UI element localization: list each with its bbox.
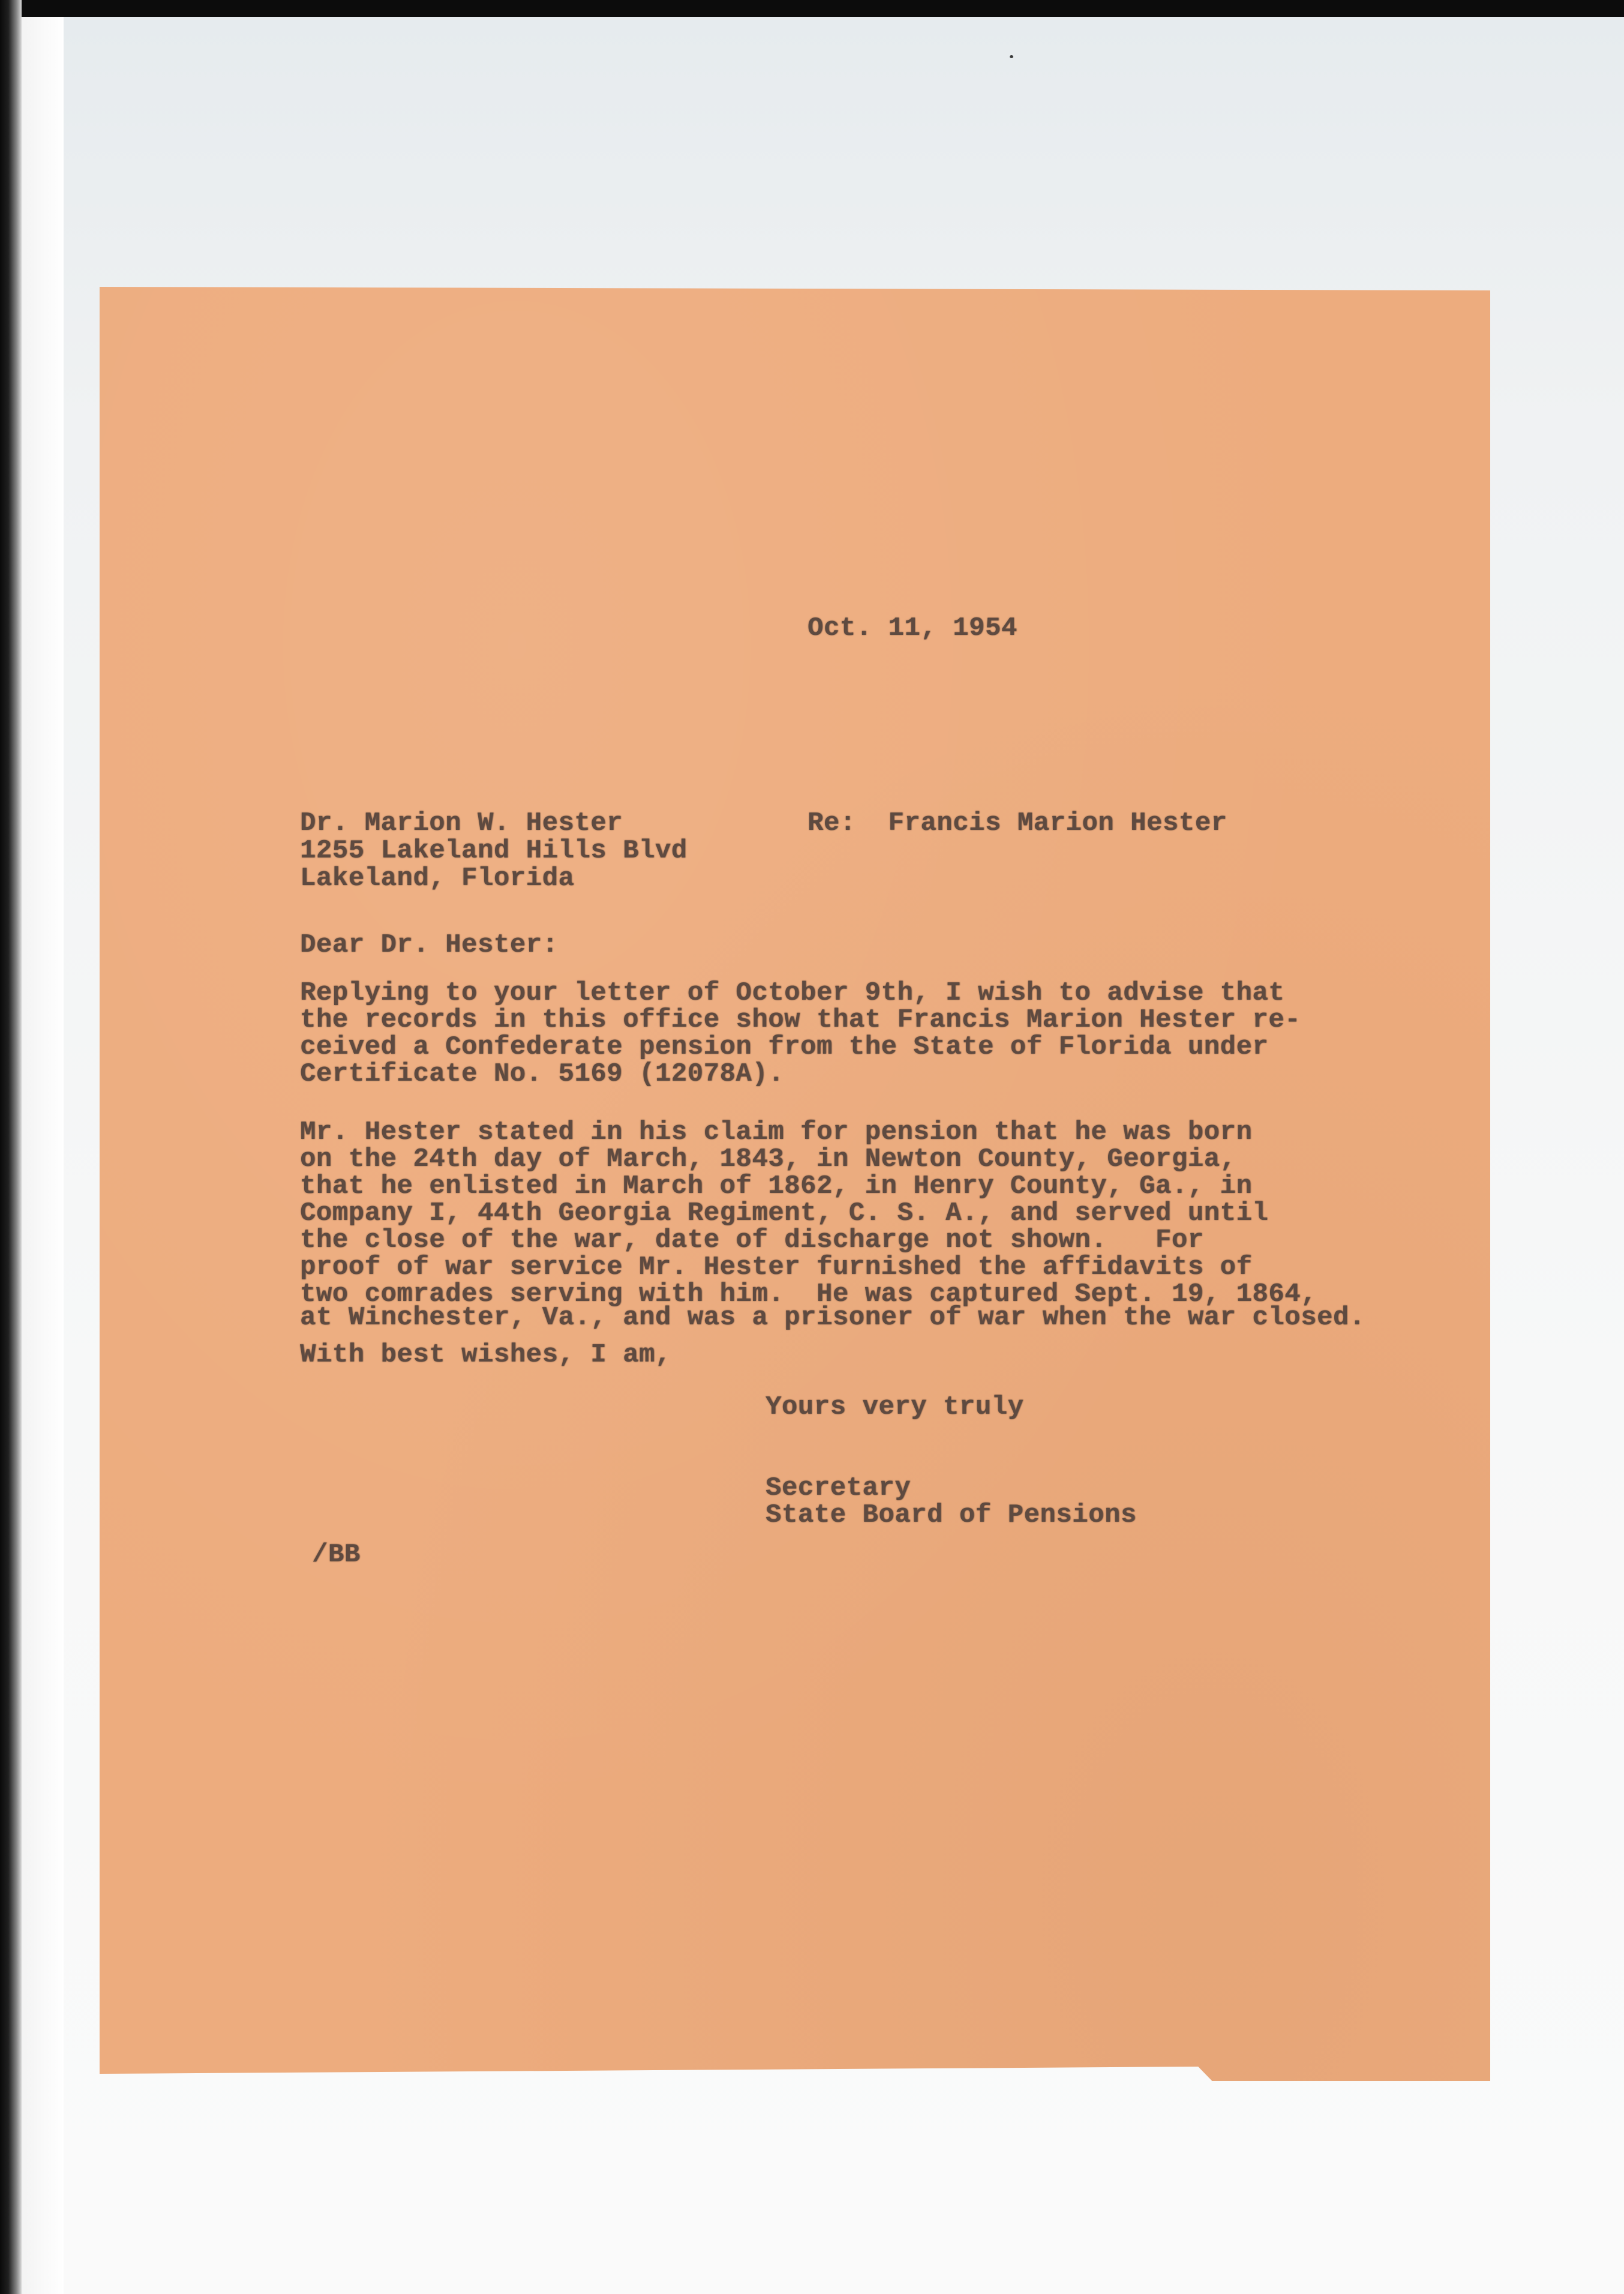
paragraph-line: two comrades serving with him. He was captured Sept. 19, 1864,	[300, 1279, 1317, 1309]
paragraph-line: Company I, 44th Georgia Regiment, C. S. A., and served until	[300, 1198, 1269, 1228]
paragraph-line: ceived a Confederate pension from the State of Florida under	[300, 1032, 1269, 1062]
recipient-name: Dr. Marion W. Hester	[300, 808, 623, 838]
typist-initials: /BB	[312, 1540, 361, 1570]
salutation: Dear Dr. Hester:	[300, 930, 559, 960]
paragraph-line: Certificate No. 5169 (12078A).	[300, 1059, 785, 1089]
recipient-city: Lakeland, Florida	[300, 863, 575, 893]
paragraph-line: the close of the war, date of discharge not shown. For	[300, 1225, 1204, 1255]
letter-date: Oct. 11, 1954	[808, 613, 1017, 643]
reference-line: Re: Francis Marion Hester	[808, 808, 1227, 838]
closing-line: With best wishes, I am,	[300, 1340, 671, 1370]
scan-left-margin	[22, 17, 64, 2294]
paragraph-line: at Winchester, Va., and was a prisoner of war when the war closed.	[300, 1303, 1365, 1333]
paragraph-line: the records in this office show that Francis Marion Hester re-	[300, 1005, 1301, 1035]
paragraph-line: that he enlisted in March of 1862, in Henry County, Ga., in	[300, 1171, 1253, 1201]
paragraph-line: on the 24th day of March, 1843, in Newton County, Georgia,	[300, 1144, 1236, 1174]
complimentary-close: Yours very truly	[766, 1392, 1024, 1422]
scanner-top-edge	[0, 0, 1624, 17]
paragraph-line: proof of war service Mr. Hester furnished the affidavits of	[300, 1252, 1253, 1282]
signature-title: Secretary	[766, 1473, 911, 1503]
dust-speck	[1010, 55, 1013, 58]
recipient-street: 1255 Lakeland Hills Blvd	[300, 836, 688, 866]
paragraph-line: Replying to your letter of October 9th, I wish to advise that	[300, 978, 1285, 1008]
paragraph-line: Mr. Hester stated in his claim for pension that he was born	[300, 1117, 1253, 1147]
signature-organization: State Board of Pensions	[766, 1500, 1137, 1530]
scanner-left-edge	[0, 0, 22, 2294]
